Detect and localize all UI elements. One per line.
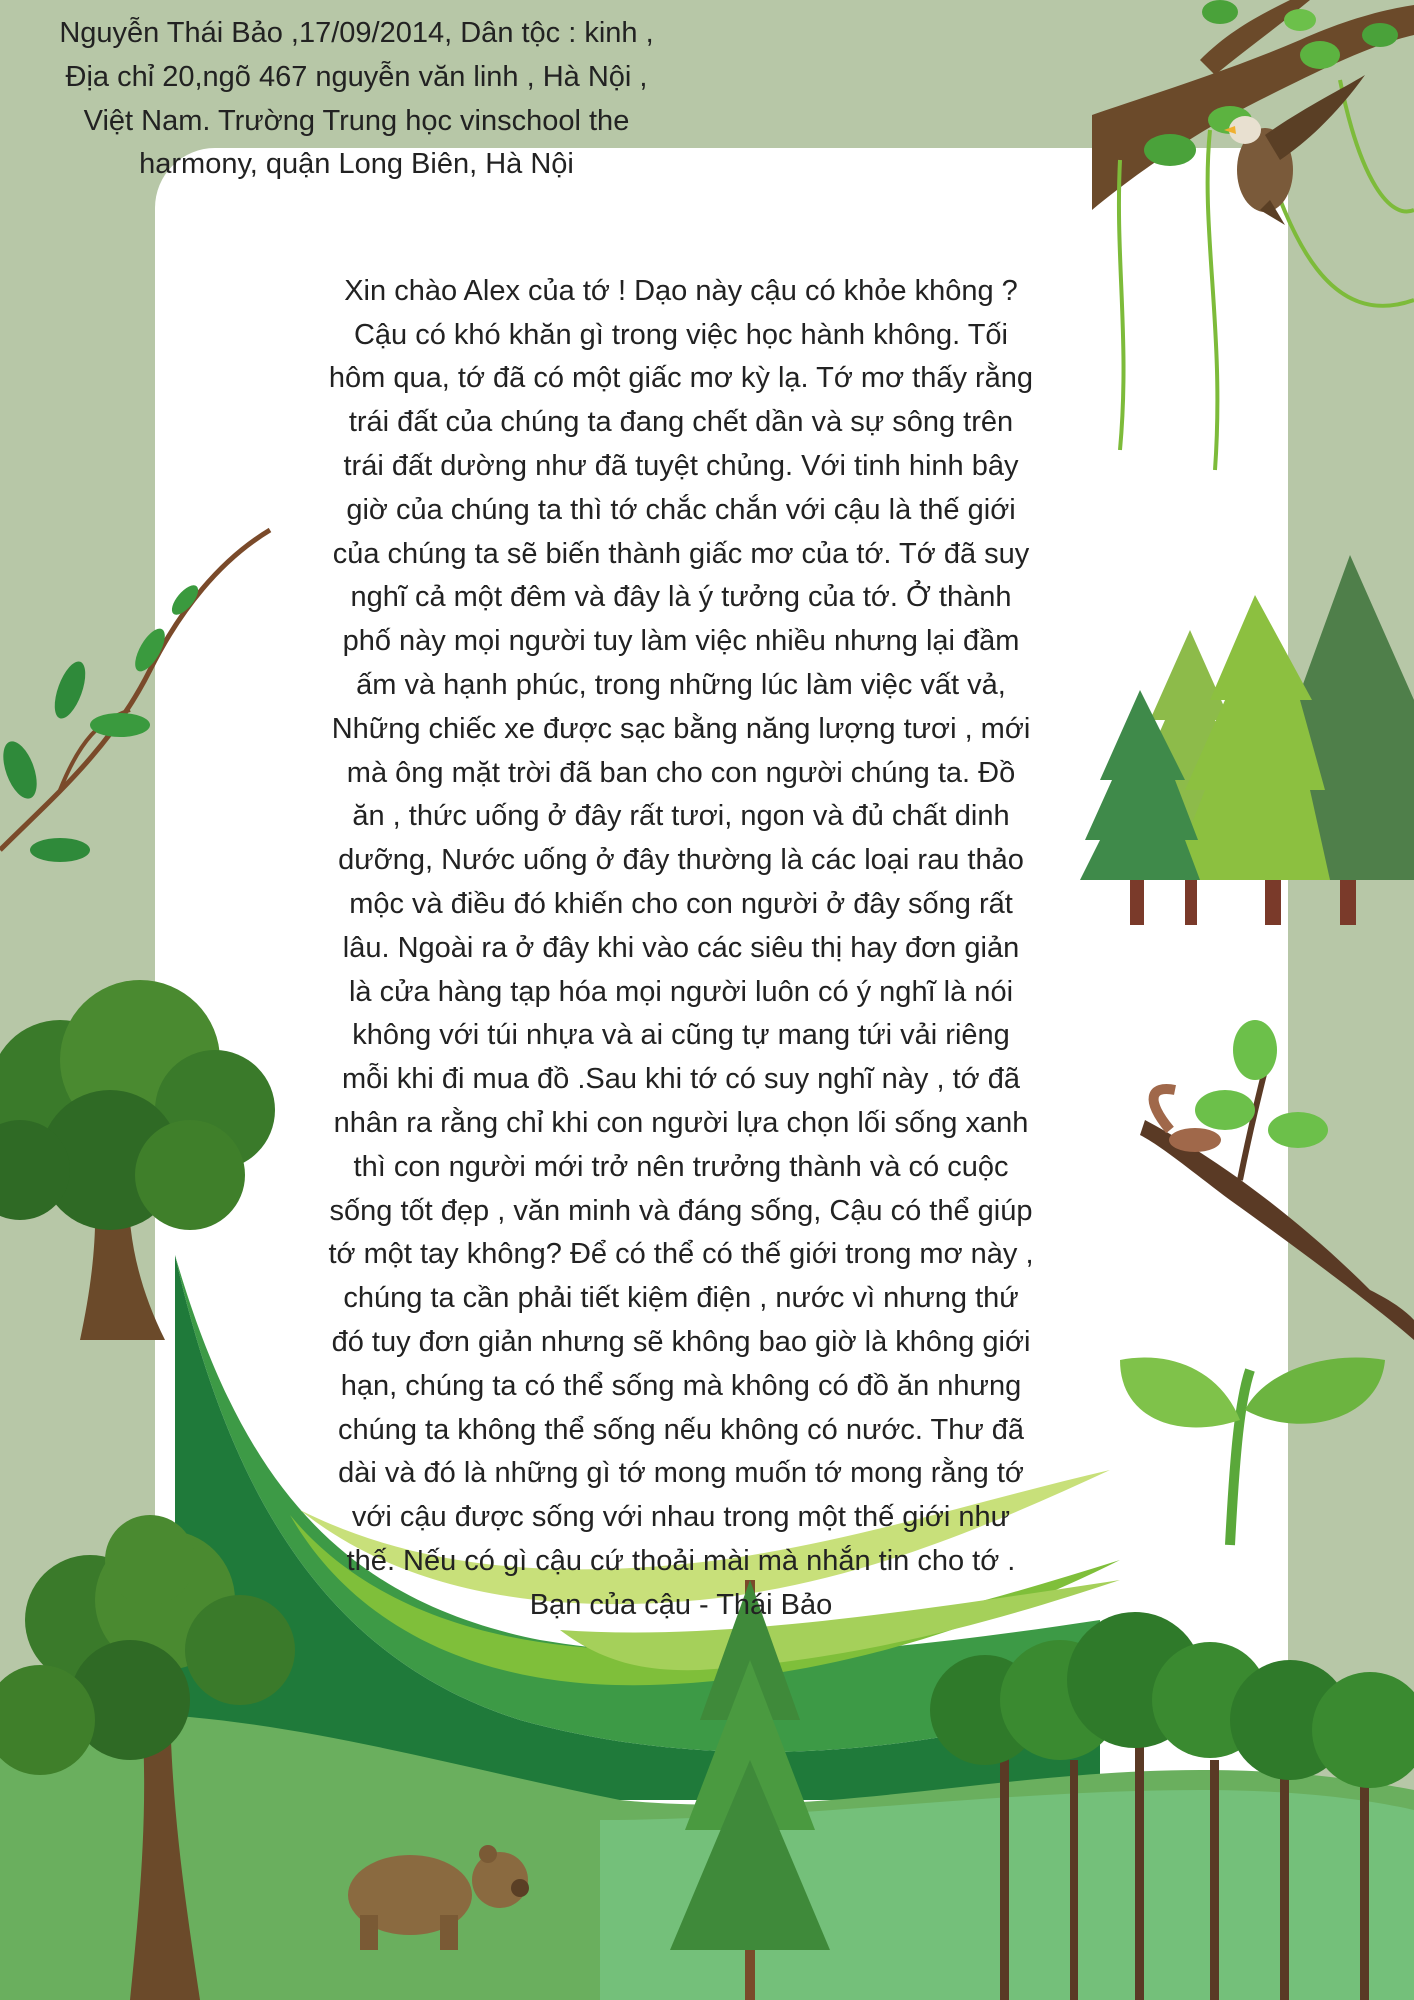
letter-body-text: Xin chào Alex của tớ ! Dạo này cậu có khỏe không ? Cậu có khó khăn gì trong việc học hành không. Tối hôm qua, tớ đã có một giấc mơ kỳ lạ. Tớ mơ thấy rằng trái đất của chúng ta đang chết dần và sự sông trên trái đất dường như đã tuyệt chủng. Với tinh hinh bây giờ của chúng ta thì tớ chắc chắn với cậu là thế giới của chúng ta sẽ biến thành giấc mơ của tớ. Tớ đã suy nghĩ cả một đêm và đây là ý tưởng của tớ. Ở thành phố này mọi người tuy làm việc nhiều nhưng lại đầm ấm và hạnh phúc, trong những lúc làm việc vất vả, Những chiếc xe được sạc bằng năng lượng tươi , mới mà ông mặt trời đã ban cho con người chúng ta. Đồ ăn , thức uống ở đây rất tươi, ngon và đủ chất dinh dưỡng, Nước uống ở đây thường là các loại rau thảo mộc và điều đó khiến cho con người ở đây sống rất lâu. Ngoài ra ở đây khi vào các siêu thị hay đơn giản là cửa hàng tạp hóa mọi người luôn có ý nghĩ là nói không với túi nhựa và ai cũng tự mang tứi vải riêng mỗi khi đi mua đồ .Sau khi tớ có suy nghĩ này , tớ đã nhân ra rằng chỉ khi con người lựa chọn lối sống xanh thì con người mới trở nên trưởng thành và có cuộc sống tốt đẹp , văn minh và đáng sống, Cậu có thể giúp tớ một tay không? Để có thể có thế giới trong mơ này , chúng ta cần phải tiết kiệm điện , nước vì nhưng thứ đó tuy đơn giản nhưng sẽ không bao giờ là không giới hạn, chúng ta có thể sống mà không có đồ ăn nhưng chúng ta không thể sống nếu không có nước. Thư đã dài và đó là những gì tớ mong muốn tớ mong rằng tớ với cậu được sống với nhau trong một thế giới như thế. Nếu có gì cậu cứ thoải mài mà nhắn tin cho tớ . (328, 274, 1034, 1577)
pine-trees-icon (1080, 555, 1414, 925)
sprout-icon (1120, 1357, 1385, 1545)
leafy-twig-icon (0, 530, 270, 862)
vine-branch-icon (1092, 0, 1414, 470)
letter-signature: Bạn của cậu - Thái Bảo (529, 1588, 833, 1621)
squirrel-branch-icon (1140, 1020, 1414, 1340)
letter-body (260, 226, 1102, 1671)
sender-address: Nguyễn Thái Bảo ,17/09/2014, Dân tộc : kinh , Địa chỉ 20,ngõ 467 nguyễn văn linh , Hà Nội , Việt Nam. Trường Trung học vinschool the harmony, quận Long Biên, Hà Nội (59, 17, 654, 181)
oak-tree-icon (0, 980, 275, 1340)
